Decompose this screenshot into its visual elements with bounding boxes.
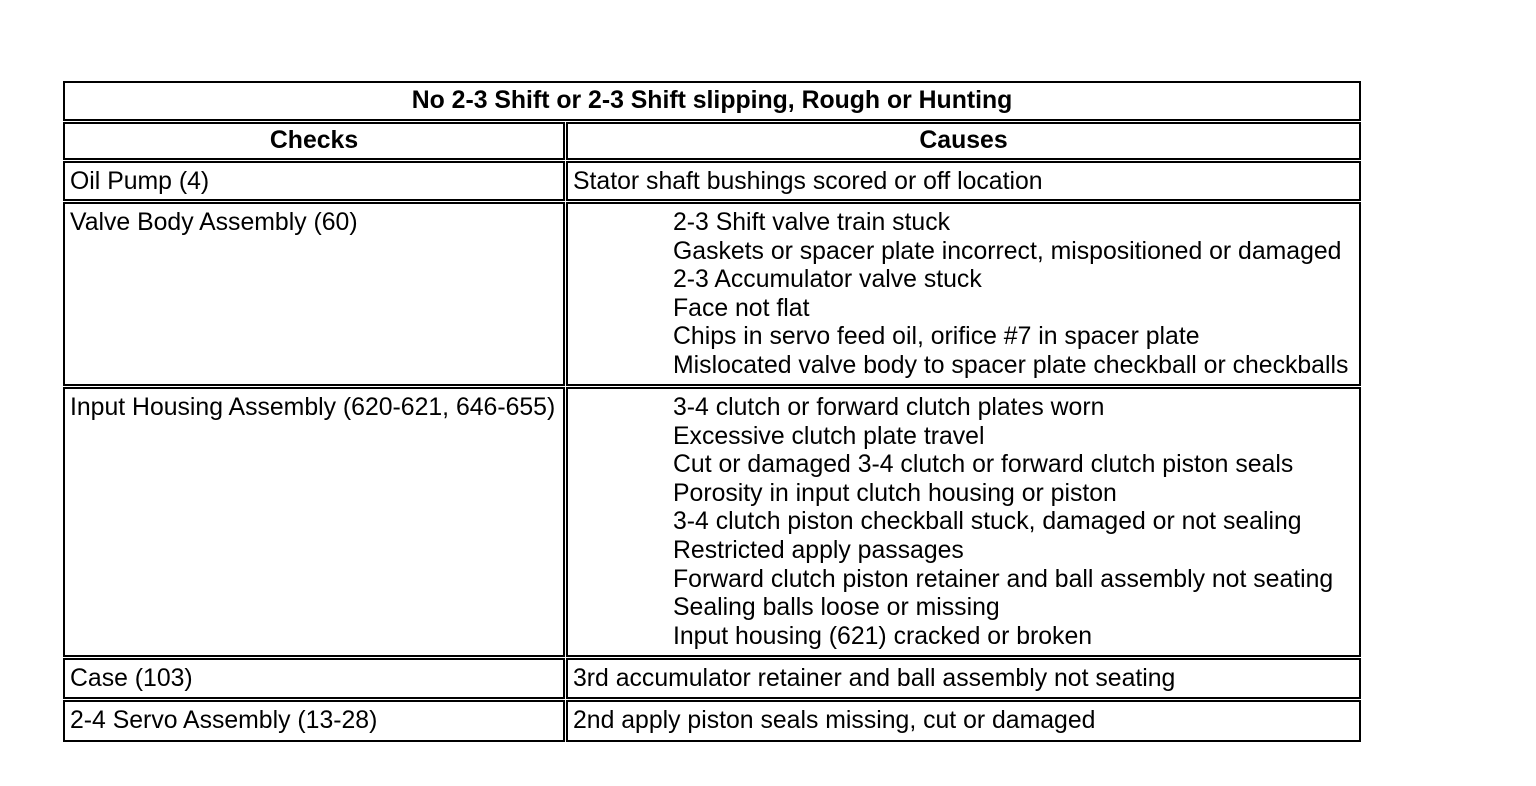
table-title-cell <box>63 81 1361 121</box>
check-label: Oil Pump (4) <box>70 168 210 195</box>
cause-item: Input housing (621) cracked or broken <box>673 622 1093 650</box>
check-label: 2-4 Servo Assembly (13-28) <box>70 707 378 734</box>
causes-cell <box>566 658 1361 699</box>
cause-item: 2-3 Accumulator valve stuck <box>673 266 982 294</box>
check-label: Input Housing Assembly (620-621, 646-655) <box>70 394 556 421</box>
column-header-causes <box>566 122 1361 160</box>
cause-item: 3rd accumulator retainer and ball assembly not seating <box>573 665 1176 692</box>
column-header-checks-label: Checks <box>269 126 359 154</box>
causes-cell <box>566 700 1361 742</box>
cause-item: Face not flat <box>673 294 810 322</box>
check-label: Case (103) <box>70 665 193 692</box>
cause-item: Restricted apply passages <box>673 536 964 564</box>
causes-cell <box>566 387 1361 657</box>
diagnosis-table <box>63 81 1361 742</box>
column-header-checks <box>63 122 565 160</box>
cause-item: 3-4 clutch piston checkball stuck, damaged or not sealing <box>673 508 1302 536</box>
cause-item: Stator shaft bushings scored or off location <box>573 168 1043 195</box>
check-cell <box>63 202 565 386</box>
column-header-causes-label: Causes <box>919 126 1008 154</box>
check-cell <box>63 658 565 699</box>
check-cell <box>63 161 565 201</box>
cause-item: Sealing balls loose or missing <box>673 594 1000 622</box>
table-title: No 2-3 Shift or 2-3 Shift slipping, Rough or Hunting <box>411 86 1013 114</box>
cause-item: 3-4 clutch or forward clutch plates worn <box>673 394 1105 421</box>
check-label: Valve Body Assembly (60) <box>70 209 358 236</box>
cause-item: 2-3 Shift valve train stuck <box>673 209 951 236</box>
cause-item: Cut or damaged 3-4 clutch or forward clutch piston seals <box>673 451 1294 479</box>
cause-item: 2nd apply piston seals missing, cut or damaged <box>573 707 1096 734</box>
cause-item: Chips in servo feed oil, orifice #7 in spacer plate <box>673 323 1200 351</box>
check-cell <box>63 700 565 742</box>
cause-item: Excessive clutch plate travel <box>673 422 985 450</box>
causes-cell <box>566 202 1361 386</box>
cause-item: Mislocated valve body to spacer plate checkball or checkballs <box>673 351 1349 379</box>
causes-cell <box>566 161 1361 201</box>
check-cell <box>63 387 565 657</box>
cause-item: Forward clutch piston retainer and ball assembly not seating <box>673 565 1334 593</box>
cause-item: Gaskets or spacer plate incorrect, mispositioned or damaged <box>673 237 1342 265</box>
cause-item: Porosity in input clutch housing or piston <box>673 479 1117 507</box>
